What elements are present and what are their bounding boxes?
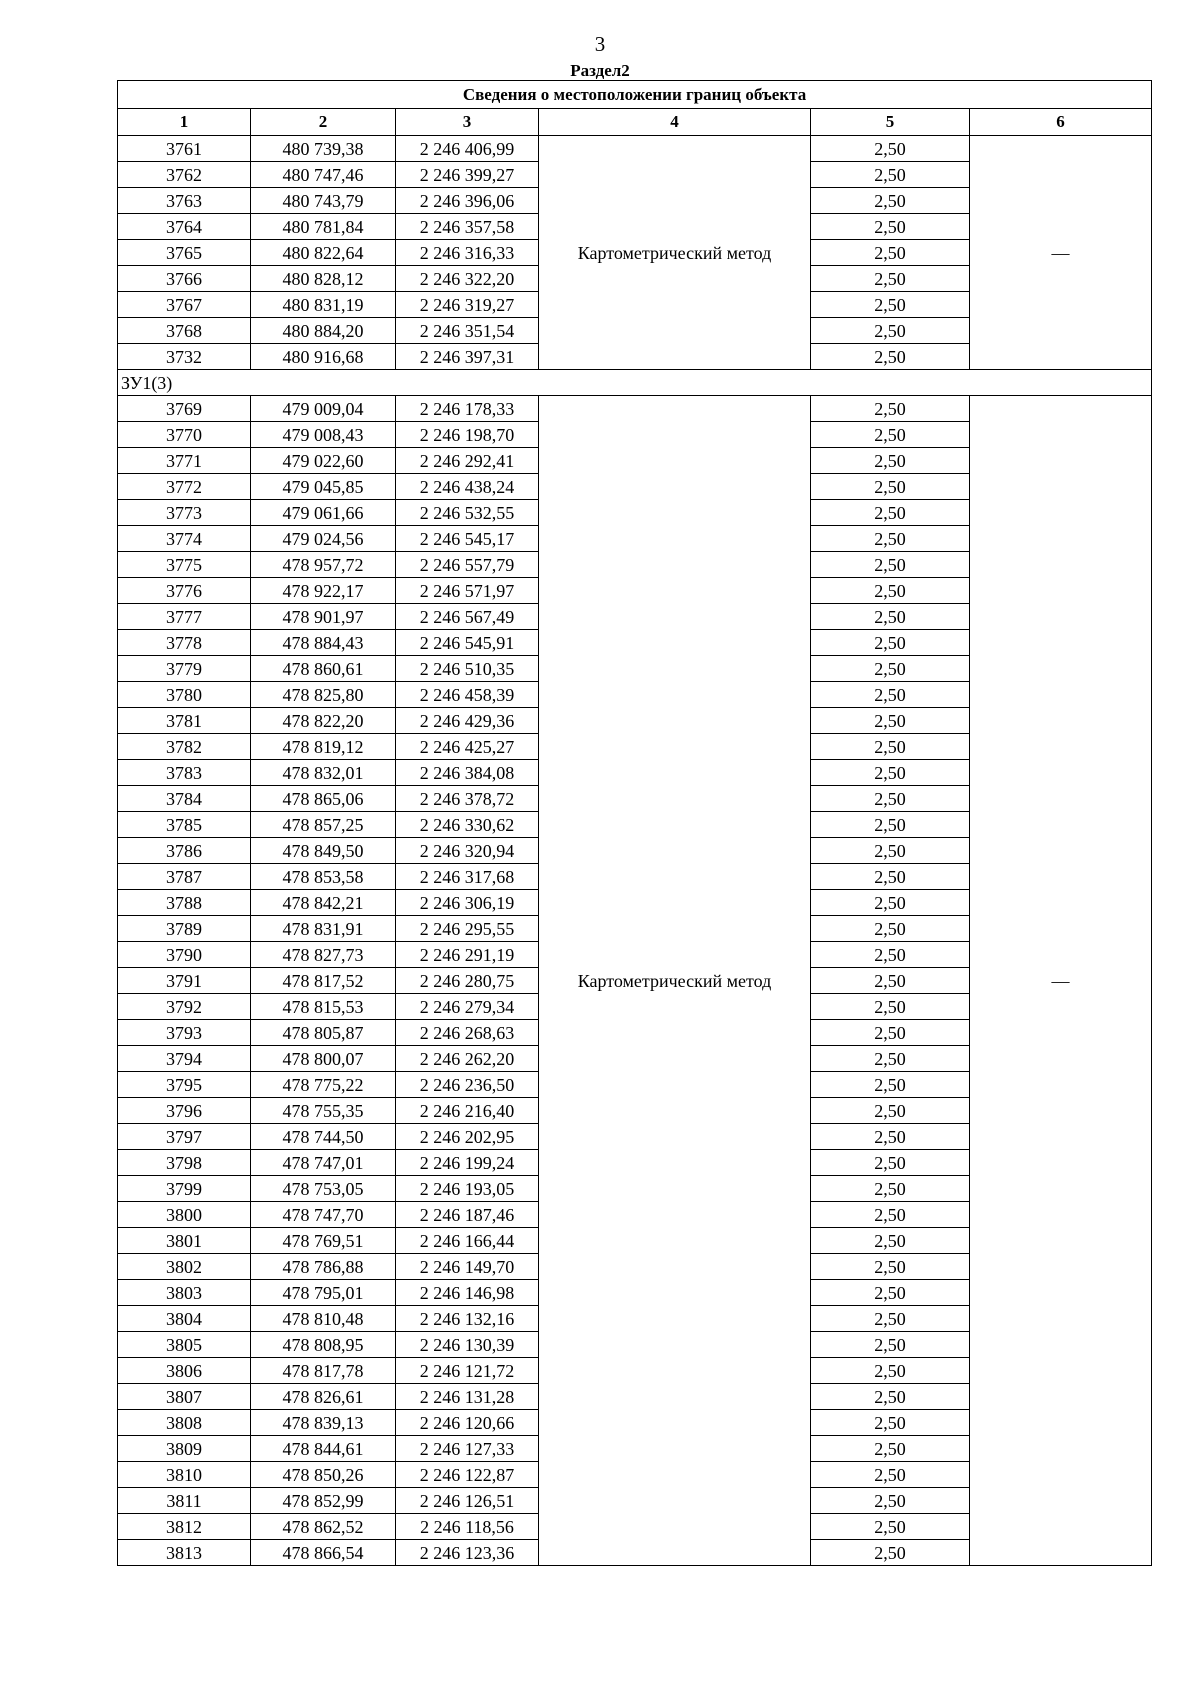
coordinate-x: 478 775,22 xyxy=(251,1072,396,1098)
accuracy-value: 2,50 xyxy=(811,526,970,552)
table-row xyxy=(118,136,1152,162)
accuracy-value: 2,50 xyxy=(811,786,970,812)
table-title: Сведения о местоположении границ объекта xyxy=(118,81,1152,109)
coordinate-x: 478 808,95 xyxy=(251,1332,396,1358)
column-header-2: 2 xyxy=(251,109,396,136)
coordinate-y: 2 246 317,68 xyxy=(396,864,539,890)
point-number: 3792 xyxy=(118,994,251,1020)
coordinate-x: 478 827,73 xyxy=(251,942,396,968)
coordinate-y: 2 246 557,79 xyxy=(396,552,539,578)
coordinate-x: 478 819,12 xyxy=(251,734,396,760)
coordinate-x: 480 822,64 xyxy=(251,240,396,266)
coordinate-x: 478 842,21 xyxy=(251,890,396,916)
point-number: 3797 xyxy=(118,1124,251,1150)
point-number: 3784 xyxy=(118,786,251,812)
accuracy-value: 2,50 xyxy=(811,916,970,942)
point-number: 3769 xyxy=(118,396,251,422)
point-number: 3811 xyxy=(118,1488,251,1514)
coordinate-y: 2 246 268,63 xyxy=(396,1020,539,1046)
coordinate-x: 478 825,80 xyxy=(251,682,396,708)
point-number: 3766 xyxy=(118,266,251,292)
point-number: 3775 xyxy=(118,552,251,578)
coordinate-y: 2 246 378,72 xyxy=(396,786,539,812)
accuracy-value: 2,50 xyxy=(811,1358,970,1384)
point-number: 3789 xyxy=(118,916,251,942)
coordinate-x: 478 853,58 xyxy=(251,864,396,890)
point-number: 3761 xyxy=(118,136,251,162)
accuracy-value: 2,50 xyxy=(811,630,970,656)
point-number: 3785 xyxy=(118,812,251,838)
accuracy-value: 2,50 xyxy=(811,448,970,474)
coordinate-x: 480 743,79 xyxy=(251,188,396,214)
accuracy-value: 2,50 xyxy=(811,318,970,344)
coordinate-x: 478 786,88 xyxy=(251,1254,396,1280)
point-number: 3795 xyxy=(118,1072,251,1098)
coordinate-y: 2 246 262,20 xyxy=(396,1046,539,1072)
coordinate-y: 2 246 149,70 xyxy=(396,1254,539,1280)
accuracy-value: 2,50 xyxy=(811,1072,970,1098)
point-number: 3771 xyxy=(118,448,251,474)
coordinate-x: 478 850,26 xyxy=(251,1462,396,1488)
coordinate-y: 2 246 319,27 xyxy=(396,292,539,318)
method-cell: Картометрический метод xyxy=(539,396,811,1566)
coordinate-y: 2 246 320,94 xyxy=(396,838,539,864)
coordinate-x: 479 024,56 xyxy=(251,526,396,552)
coordinate-y: 2 246 131,28 xyxy=(396,1384,539,1410)
coordinate-y: 2 246 126,51 xyxy=(396,1488,539,1514)
coordinate-x: 478 831,91 xyxy=(251,916,396,942)
point-number: 3768 xyxy=(118,318,251,344)
accuracy-value: 2,50 xyxy=(811,552,970,578)
accuracy-value: 2,50 xyxy=(811,1410,970,1436)
coordinate-y: 2 246 202,95 xyxy=(396,1124,539,1150)
coordinate-x: 478 795,01 xyxy=(251,1280,396,1306)
coordinate-x: 478 922,17 xyxy=(251,578,396,604)
point-number: 3796 xyxy=(118,1098,251,1124)
accuracy-value: 2,50 xyxy=(811,292,970,318)
accuracy-value: 2,50 xyxy=(811,1540,970,1566)
coordinate-y: 2 246 567,49 xyxy=(396,604,539,630)
coordinate-y: 2 246 330,62 xyxy=(396,812,539,838)
coordinate-y: 2 246 236,50 xyxy=(396,1072,539,1098)
point-number: 3810 xyxy=(118,1462,251,1488)
coordinate-x: 478 839,13 xyxy=(251,1410,396,1436)
point-number: 3783 xyxy=(118,760,251,786)
column-header-1: 1 xyxy=(118,109,251,136)
coordinate-x: 478 901,97 xyxy=(251,604,396,630)
coordinate-y: 2 246 118,56 xyxy=(396,1514,539,1540)
accuracy-value: 2,50 xyxy=(811,1462,970,1488)
point-number: 3777 xyxy=(118,604,251,630)
coordinate-y: 2 246 166,44 xyxy=(396,1228,539,1254)
coordinate-x: 478 849,50 xyxy=(251,838,396,864)
coordinate-y: 2 246 357,58 xyxy=(396,214,539,240)
coordinate-x: 478 805,87 xyxy=(251,1020,396,1046)
point-number: 3767 xyxy=(118,292,251,318)
coordinate-y: 2 246 429,36 xyxy=(396,708,539,734)
note-cell: — xyxy=(970,396,1152,1566)
coordinate-y: 2 246 280,75 xyxy=(396,968,539,994)
accuracy-value: 2,50 xyxy=(811,162,970,188)
point-number: 3778 xyxy=(118,630,251,656)
accuracy-value: 2,50 xyxy=(811,240,970,266)
coordinate-x: 478 817,78 xyxy=(251,1358,396,1384)
point-number: 3794 xyxy=(118,1046,251,1072)
coordinate-x: 478 800,07 xyxy=(251,1046,396,1072)
coordinate-x: 478 744,50 xyxy=(251,1124,396,1150)
accuracy-value: 2,50 xyxy=(811,1332,970,1358)
accuracy-value: 2,50 xyxy=(811,708,970,734)
accuracy-value: 2,50 xyxy=(811,1228,970,1254)
coordinate-x: 478 860,61 xyxy=(251,656,396,682)
coordinate-y: 2 246 458,39 xyxy=(396,682,539,708)
column-header-row xyxy=(118,109,1152,136)
point-number: 3793 xyxy=(118,1020,251,1046)
accuracy-value: 2,50 xyxy=(811,1124,970,1150)
point-number: 3782 xyxy=(118,734,251,760)
coordinate-y: 2 246 127,33 xyxy=(396,1436,539,1462)
coordinate-x: 478 844,61 xyxy=(251,1436,396,1462)
coordinate-y: 2 246 178,33 xyxy=(396,396,539,422)
coordinate-y: 2 246 571,97 xyxy=(396,578,539,604)
accuracy-value: 2,50 xyxy=(811,760,970,786)
column-header-3: 3 xyxy=(396,109,539,136)
accuracy-value: 2,50 xyxy=(811,1046,970,1072)
coordinate-y: 2 246 198,70 xyxy=(396,422,539,448)
coordinate-x: 478 755,35 xyxy=(251,1098,396,1124)
point-number: 3788 xyxy=(118,890,251,916)
point-number: 3806 xyxy=(118,1358,251,1384)
accuracy-value: 2,50 xyxy=(811,1202,970,1228)
coordinate-x: 480 916,68 xyxy=(251,344,396,370)
point-number: 3763 xyxy=(118,188,251,214)
coordinate-x: 478 832,01 xyxy=(251,760,396,786)
point-number: 3805 xyxy=(118,1332,251,1358)
coordinate-y: 2 246 120,66 xyxy=(396,1410,539,1436)
coordinate-y: 2 246 216,40 xyxy=(396,1098,539,1124)
accuracy-value: 2,50 xyxy=(811,1254,970,1280)
coordinate-y: 2 246 425,27 xyxy=(396,734,539,760)
point-number: 3770 xyxy=(118,422,251,448)
point-number: 3800 xyxy=(118,1202,251,1228)
accuracy-value: 2,50 xyxy=(811,136,970,162)
coordinate-x: 478 852,99 xyxy=(251,1488,396,1514)
accuracy-value: 2,50 xyxy=(811,344,970,370)
column-header-5: 5 xyxy=(811,109,970,136)
page-number: 3 xyxy=(594,32,606,56)
table-body xyxy=(118,136,1152,1566)
accuracy-value: 2,50 xyxy=(811,968,970,994)
table-row xyxy=(118,396,1152,422)
accuracy-value: 2,50 xyxy=(811,474,970,500)
coordinate-y: 2 246 397,31 xyxy=(396,344,539,370)
accuracy-value: 2,50 xyxy=(811,1176,970,1202)
accuracy-value: 2,50 xyxy=(811,266,970,292)
accuracy-value: 2,50 xyxy=(811,1098,970,1124)
point-number: 3812 xyxy=(118,1514,251,1540)
coordinate-x: 479 045,85 xyxy=(251,474,396,500)
accuracy-value: 2,50 xyxy=(811,734,970,760)
coordinate-x: 478 884,43 xyxy=(251,630,396,656)
coordinate-x: 478 747,01 xyxy=(251,1150,396,1176)
coordinate-x: 478 826,61 xyxy=(251,1384,396,1410)
coordinate-y: 2 246 545,91 xyxy=(396,630,539,656)
coordinate-y: 2 246 545,17 xyxy=(396,526,539,552)
coordinate-y: 2 246 132,16 xyxy=(396,1306,539,1332)
point-number: 3773 xyxy=(118,500,251,526)
coordinate-y: 2 246 121,72 xyxy=(396,1358,539,1384)
coordinate-y: 2 246 396,06 xyxy=(396,188,539,214)
coordinate-x: 478 957,72 xyxy=(251,552,396,578)
section-title: Раздел2 xyxy=(570,61,630,80)
accuracy-value: 2,50 xyxy=(811,942,970,968)
accuracy-value: 2,50 xyxy=(811,682,970,708)
coordinate-x: 479 008,43 xyxy=(251,422,396,448)
point-number: 3790 xyxy=(118,942,251,968)
point-number: 3732 xyxy=(118,344,251,370)
coordinate-x: 478 822,20 xyxy=(251,708,396,734)
point-number: 3780 xyxy=(118,682,251,708)
point-number: 3786 xyxy=(118,838,251,864)
coordinate-x: 480 828,12 xyxy=(251,266,396,292)
coordinate-x: 478 815,53 xyxy=(251,994,396,1020)
coordinate-x: 480 739,38 xyxy=(251,136,396,162)
coordinate-x: 478 862,52 xyxy=(251,1514,396,1540)
point-number: 3807 xyxy=(118,1384,251,1410)
accuracy-value: 2,50 xyxy=(811,604,970,630)
accuracy-value: 2,50 xyxy=(811,1488,970,1514)
accuracy-value: 2,50 xyxy=(811,396,970,422)
coordinate-y: 2 246 279,34 xyxy=(396,994,539,1020)
coordinate-y: 2 246 193,05 xyxy=(396,1176,539,1202)
coordinate-y: 2 246 291,19 xyxy=(396,942,539,968)
accuracy-value: 2,50 xyxy=(811,1384,970,1410)
coordinate-y: 2 246 130,39 xyxy=(396,1332,539,1358)
coordinate-y: 2 246 122,87 xyxy=(396,1462,539,1488)
coordinate-x: 479 061,66 xyxy=(251,500,396,526)
column-header-6: 6 xyxy=(970,109,1152,136)
point-number: 3808 xyxy=(118,1410,251,1436)
method-cell: Картометрический метод xyxy=(539,136,811,370)
accuracy-value: 2,50 xyxy=(811,1280,970,1306)
point-number: 3764 xyxy=(118,214,251,240)
coordinate-x: 480 831,19 xyxy=(251,292,396,318)
coordinate-y: 2 246 322,20 xyxy=(396,266,539,292)
point-number: 3803 xyxy=(118,1280,251,1306)
point-number: 3765 xyxy=(118,240,251,266)
coordinate-x: 478 857,25 xyxy=(251,812,396,838)
coordinate-x: 480 781,84 xyxy=(251,214,396,240)
accuracy-value: 2,50 xyxy=(811,188,970,214)
coordinate-y: 2 246 146,98 xyxy=(396,1280,539,1306)
coordinate-y: 2 246 406,99 xyxy=(396,136,539,162)
coordinate-y: 2 246 316,33 xyxy=(396,240,539,266)
coordinate-y: 2 246 384,08 xyxy=(396,760,539,786)
coordinate-x: 480 884,20 xyxy=(251,318,396,344)
coordinate-x: 479 022,60 xyxy=(251,448,396,474)
coordinate-x: 478 866,54 xyxy=(251,1540,396,1566)
boundary-table xyxy=(117,80,1152,1566)
coordinate-x: 479 009,04 xyxy=(251,396,396,422)
coordinate-x: 478 753,05 xyxy=(251,1176,396,1202)
point-number: 3798 xyxy=(118,1150,251,1176)
point-number: 3787 xyxy=(118,864,251,890)
accuracy-value: 2,50 xyxy=(811,1020,970,1046)
coordinate-y: 2 246 199,24 xyxy=(396,1150,539,1176)
coordinate-x: 478 747,70 xyxy=(251,1202,396,1228)
coordinate-y: 2 246 292,41 xyxy=(396,448,539,474)
accuracy-value: 2,50 xyxy=(811,1150,970,1176)
accuracy-value: 2,50 xyxy=(811,578,970,604)
point-number: 3809 xyxy=(118,1436,251,1462)
coordinate-y: 2 246 510,35 xyxy=(396,656,539,682)
coordinate-x: 478 865,06 xyxy=(251,786,396,812)
point-number: 3799 xyxy=(118,1176,251,1202)
accuracy-value: 2,50 xyxy=(811,422,970,448)
coordinate-x: 478 769,51 xyxy=(251,1228,396,1254)
accuracy-value: 2,50 xyxy=(811,864,970,890)
group-label: ЗУ1(3) xyxy=(118,370,1152,396)
accuracy-value: 2,50 xyxy=(811,1514,970,1540)
coordinate-y: 2 246 438,24 xyxy=(396,474,539,500)
point-number: 3802 xyxy=(118,1254,251,1280)
accuracy-value: 2,50 xyxy=(811,994,970,1020)
point-number: 3772 xyxy=(118,474,251,500)
point-number: 3781 xyxy=(118,708,251,734)
point-number: 3804 xyxy=(118,1306,251,1332)
coordinate-x: 480 747,46 xyxy=(251,162,396,188)
accuracy-value: 2,50 xyxy=(811,214,970,240)
point-number: 3776 xyxy=(118,578,251,604)
point-number: 3779 xyxy=(118,656,251,682)
point-number: 3813 xyxy=(118,1540,251,1566)
accuracy-value: 2,50 xyxy=(811,656,970,682)
column-header-4: 4 xyxy=(539,109,811,136)
coordinate-y: 2 246 399,27 xyxy=(396,162,539,188)
coordinate-y: 2 246 187,46 xyxy=(396,1202,539,1228)
accuracy-value: 2,50 xyxy=(811,1436,970,1462)
coordinate-x: 478 810,48 xyxy=(251,1306,396,1332)
point-number: 3762 xyxy=(118,162,251,188)
accuracy-value: 2,50 xyxy=(811,500,970,526)
point-number: 3774 xyxy=(118,526,251,552)
accuracy-value: 2,50 xyxy=(811,890,970,916)
point-number: 3801 xyxy=(118,1228,251,1254)
note-cell: — xyxy=(970,136,1152,370)
accuracy-value: 2,50 xyxy=(811,1306,970,1332)
point-number: 3791 xyxy=(118,968,251,994)
accuracy-value: 2,50 xyxy=(811,812,970,838)
coordinate-y: 2 246 532,55 xyxy=(396,500,539,526)
accuracy-value: 2,50 xyxy=(811,838,970,864)
group-label-row xyxy=(118,370,1152,396)
coordinate-x: 478 817,52 xyxy=(251,968,396,994)
coordinate-y: 2 246 351,54 xyxy=(396,318,539,344)
coordinate-y: 2 246 295,55 xyxy=(396,916,539,942)
coordinate-y: 2 246 123,36 xyxy=(396,1540,539,1566)
coordinate-y: 2 246 306,19 xyxy=(396,890,539,916)
